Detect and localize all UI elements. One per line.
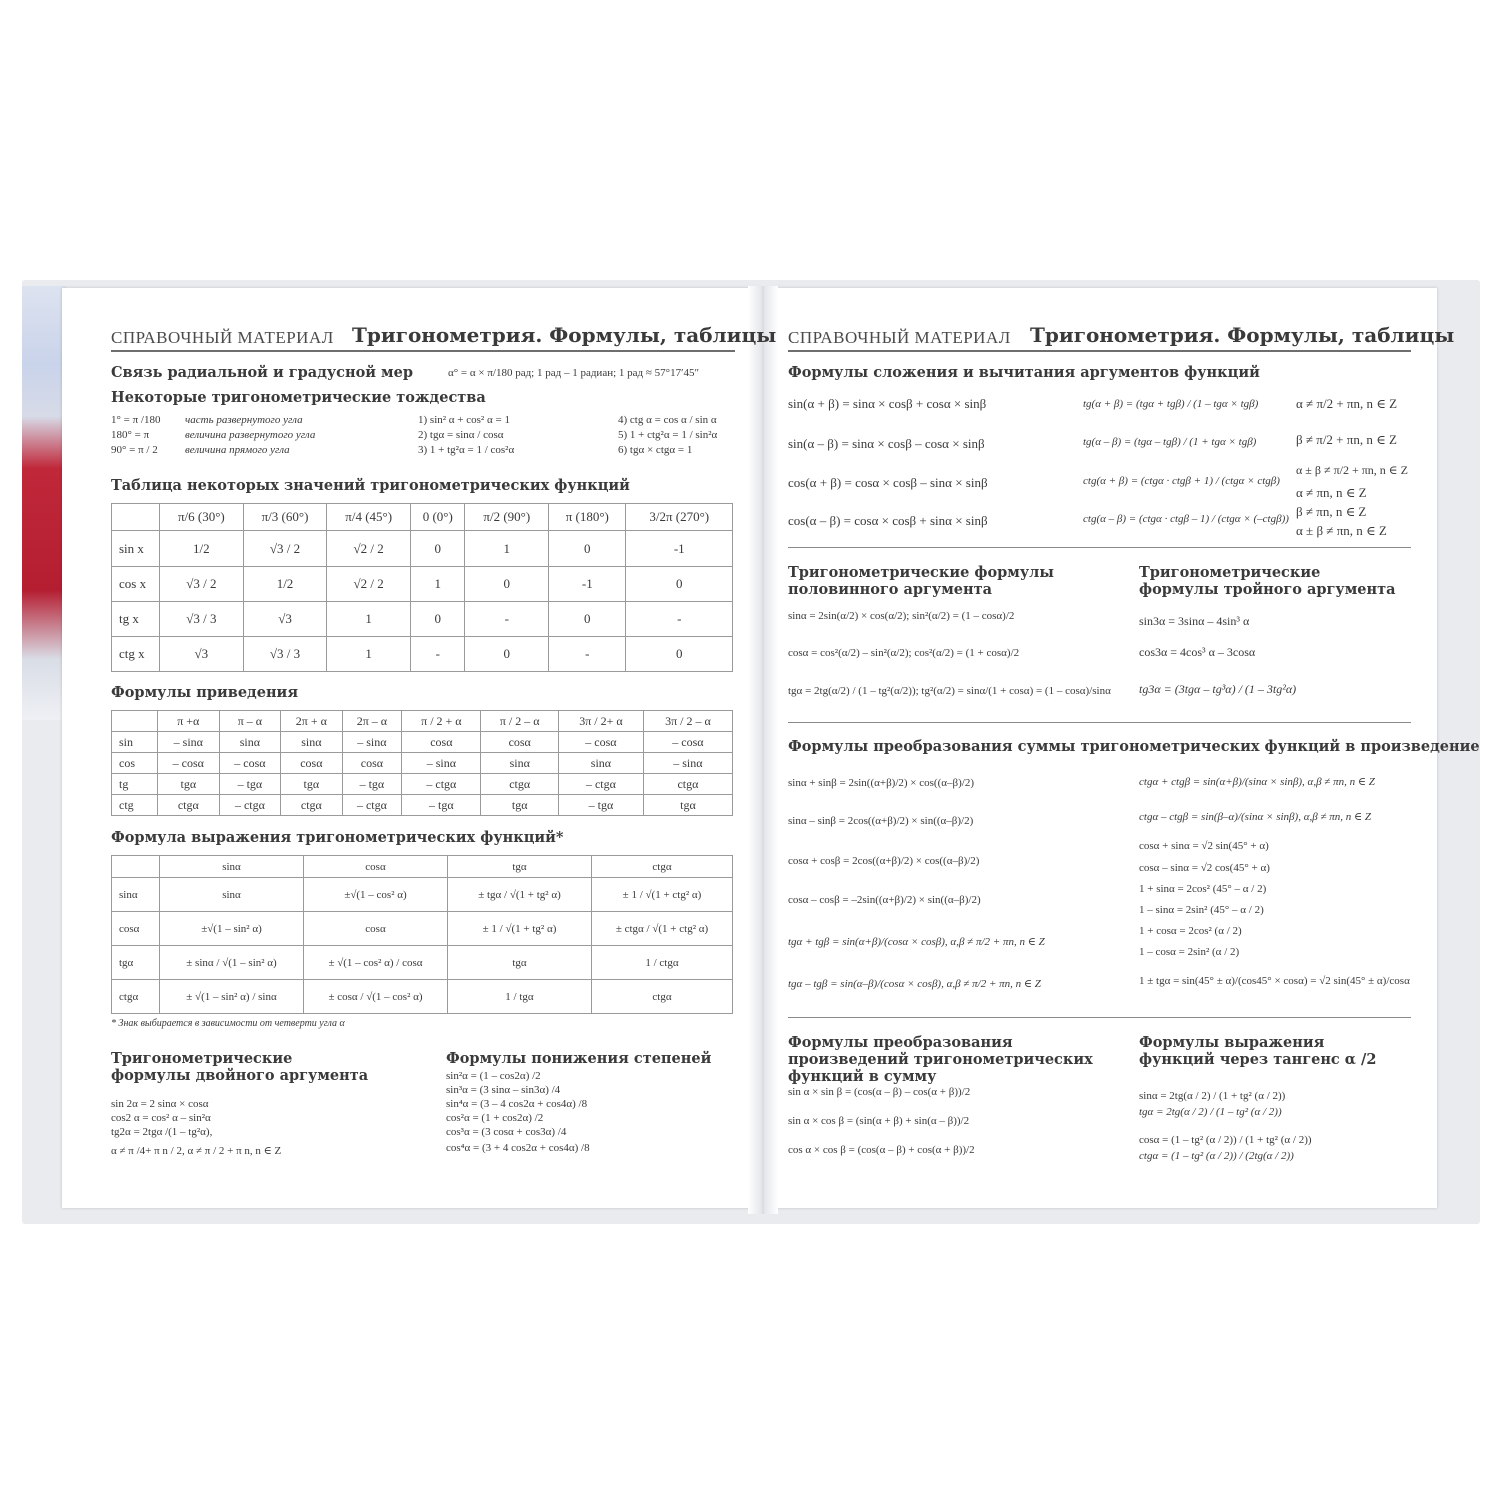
identities-title: Некоторые тригонометрические тождества bbox=[111, 389, 486, 406]
table-cell: ± 1 / √(1 + ctg² α) bbox=[592, 878, 733, 912]
table-cell: ctgα bbox=[592, 980, 733, 1014]
section-divider bbox=[788, 1017, 1411, 1018]
table-cell: – tgα bbox=[219, 774, 281, 795]
table-cell: ±√(1 – sin² α) bbox=[160, 912, 304, 946]
table-cell: 1/2 bbox=[160, 531, 244, 567]
table-cell: ctg x bbox=[112, 637, 160, 672]
table-cell: cosα bbox=[481, 732, 559, 753]
sum-formula: ctgα – ctgβ = sin(β–α)/(sinα × sinβ), α,β ≠ πn, n ∈ Z bbox=[1139, 811, 1372, 823]
table-header-row bbox=[112, 711, 733, 732]
addition-formula: tg(α – β) = (tgα – tgβ) / (1 + tgα × tgβ) bbox=[1083, 436, 1257, 448]
table-cell: tgα bbox=[448, 856, 592, 878]
table-cell bbox=[112, 711, 158, 732]
table-cell: – ctgα bbox=[559, 774, 644, 795]
table-cell: √3 / 2 bbox=[243, 531, 327, 567]
table-cell: ctgα bbox=[112, 980, 160, 1014]
values-title: Таблица некоторых значений тригонометрических функций bbox=[111, 477, 630, 494]
sum-formula: cosα + sinα = √2 sin(45° + α) bbox=[1139, 840, 1269, 852]
sum-formula: 1 + cosα = 2cos² (α / 2) bbox=[1139, 925, 1242, 937]
degree-eq: 1° = π /180 bbox=[111, 414, 161, 426]
sum-formula: tgα + tgβ = sin(α+β)/(cosα × cosβ), α,β ≠ π/2 + πn, n ∈ Z bbox=[788, 936, 1045, 948]
table-cell: ± cosα / √(1 – cos² α) bbox=[304, 980, 448, 1014]
table-cell: tgα bbox=[481, 795, 559, 816]
product-title: Формулы преобразования произведений тригонометрических функций в сумму bbox=[788, 1034, 1093, 1085]
half-line: cosα = cos²(α/2) – sin²(α/2); cos²(α/2) = (1 + cosα)/2 bbox=[788, 647, 1020, 659]
double-line: tg2α = 2tgα /(1 – tg²α), bbox=[111, 1126, 213, 1138]
table-cell: ± √(1 – sin² α) / sinα bbox=[160, 980, 304, 1014]
table-cell: ± ctgα / √(1 + ctg² α) bbox=[592, 912, 733, 946]
table-cell: √2 / 2 bbox=[327, 567, 411, 602]
table-cell: sinα bbox=[160, 856, 304, 878]
table-cell: 0 bbox=[549, 602, 626, 637]
table-row bbox=[112, 637, 733, 672]
identity: 3) 1 + tg²α = 1 / cos²α bbox=[418, 444, 515, 456]
table-cell: - bbox=[626, 602, 733, 637]
sum-formula: cosα + cosβ = 2cos((α+β)/2) × cos((α–β)/2) bbox=[788, 855, 980, 867]
sum-formula: cosα – sinα = √2 cos(45° + α) bbox=[1139, 862, 1270, 874]
table-cell: – sinα bbox=[158, 732, 220, 753]
double-line: sin 2α = 2 sinα × cosα bbox=[111, 1098, 209, 1110]
table-cell: 3π / 2+ α bbox=[559, 711, 644, 732]
power-line: sin³α = (3 sinα – sin3α) /4 bbox=[446, 1084, 561, 1096]
table-cell: ± tgα / √(1 + tg² α) bbox=[448, 878, 592, 912]
table-cell: π/3 (60°) bbox=[243, 504, 327, 531]
power-line: sin²α = (1 – cos2α) /2 bbox=[446, 1070, 541, 1082]
table-cell: cosα bbox=[112, 912, 160, 946]
table-cell: √3 bbox=[243, 602, 327, 637]
product-line: sin α × cos β = (sin(α + β) + sin(α – β))/2 bbox=[788, 1115, 970, 1127]
table-cell: ctgα bbox=[281, 795, 342, 816]
table-cell: cosα bbox=[402, 732, 481, 753]
sum-formula: ctgα + ctgβ = sin(α+β)/(sinα × sinβ), α,β ≠ πn, n ∈ Z bbox=[1139, 776, 1375, 788]
table-cell: 1/2 bbox=[243, 567, 327, 602]
reduction-title: Формулы приведения bbox=[111, 684, 299, 701]
sum-formula: 1 – sinα = 2sin² (45° – α / 2) bbox=[1139, 904, 1264, 916]
table-cell: – cosα bbox=[643, 732, 732, 753]
table-cell: √3 / 3 bbox=[243, 637, 327, 672]
table-cell: ctg bbox=[112, 795, 158, 816]
table-cell: -1 bbox=[626, 531, 733, 567]
addition-formula: ctg(α + β) = (ctgα · ctgβ + 1) / (ctgα × ctgβ) bbox=[1083, 475, 1280, 487]
addition-formula: sin(α + β) = sinα × cosβ + cosα × sinβ bbox=[788, 396, 987, 411]
triple-line: cos3α = 4cos³ α – 3cosα bbox=[1139, 645, 1256, 659]
table-cell: 0 bbox=[465, 567, 549, 602]
table-cell: cosα bbox=[304, 856, 448, 878]
header-title-left: Тригонометрия. Формулы, таблицы bbox=[352, 323, 777, 347]
tangent-line: tgα = 2tg(α / 2) / (1 – tg² (α / 2)) bbox=[1139, 1106, 1282, 1118]
table-cell: sinα bbox=[281, 732, 342, 753]
table-cell bbox=[112, 856, 160, 878]
table-cell: 2π – α bbox=[342, 711, 402, 732]
degree-desc: величина прямого угла bbox=[185, 444, 290, 456]
table-cell: 0 (0°) bbox=[411, 504, 465, 531]
expr-title: Формула выражения тригонометрических функций* bbox=[111, 829, 564, 846]
addition-condition: α ± β ≠ π/2 + πn, n ∈ Z bbox=[1296, 463, 1408, 477]
degree-desc: величина развернутого угла bbox=[185, 429, 316, 441]
table-cell: ctgα bbox=[592, 856, 733, 878]
table-row bbox=[112, 753, 733, 774]
table-cell: 0 bbox=[411, 602, 465, 637]
sum-formula: 1 – cosα = 2sin² (α / 2) bbox=[1139, 946, 1240, 958]
table-header-row bbox=[112, 504, 733, 531]
degree-desc: часть развернутого угла bbox=[185, 414, 303, 426]
sum-formula: cosα – cosβ = –2sin((α+β)/2) × sin((α–β)/2) bbox=[788, 894, 981, 906]
table-cell: tg bbox=[112, 774, 158, 795]
table-cell: sinα bbox=[112, 878, 160, 912]
addition-formula: cos(α – β) = cosα × cosβ + sinα × sinβ bbox=[788, 513, 988, 528]
table-cell: 1 / tgα bbox=[448, 980, 592, 1014]
table-cell: – ctgα bbox=[402, 774, 481, 795]
table-cell: 1 bbox=[411, 567, 465, 602]
sum-formula: tgα – tgβ = sin(α–β)/(cosα × cosβ), α,β ≠ π/2 + πn, n ∈ Z bbox=[788, 978, 1041, 990]
table-cell: π / 2 – α bbox=[481, 711, 559, 732]
table-row bbox=[112, 531, 733, 567]
half-line: sinα = 2sin(α/2) × cos(α/2); sin²(α/2) = (1 – cosα)/2 bbox=[788, 610, 1015, 622]
table-cell: 0 bbox=[626, 567, 733, 602]
table-cell: tgα bbox=[448, 946, 592, 980]
radian-title: Связь радиальной и градусной мер bbox=[111, 364, 414, 381]
double-line: α ≠ π /4+ π n / 2, α ≠ π / 2 + π n, n ∈ Z bbox=[111, 1145, 282, 1157]
table-cell: – cosα bbox=[559, 732, 644, 753]
table-cell: sinα bbox=[559, 753, 644, 774]
double-line: cos2 α = cos² α – sin²α bbox=[111, 1112, 211, 1124]
half-title: Тригонометрические формулы половинного аргумента bbox=[788, 564, 1054, 598]
table-row bbox=[112, 946, 733, 980]
table-cell: π – α bbox=[219, 711, 281, 732]
triple-title: Тригонометрические формулы тройного аргумента bbox=[1139, 564, 1396, 598]
table-cell: 3/2π (270°) bbox=[626, 504, 733, 531]
table-cell: tgα bbox=[112, 946, 160, 980]
header-label-left: СПРАВОЧНЫЙ МАТЕРИАЛ bbox=[111, 328, 334, 347]
table-cell: – tgα bbox=[402, 795, 481, 816]
identity: 5) 1 + ctg²α = 1 / sin²α bbox=[618, 429, 718, 441]
table-cell: sin x bbox=[112, 531, 160, 567]
degree-eq: 180° = π bbox=[111, 429, 150, 441]
sum-title: Формулы преобразования суммы тригонометрических функций в произведение bbox=[788, 738, 1480, 755]
table-cell: - bbox=[411, 637, 465, 672]
table-row bbox=[112, 980, 733, 1014]
radian-formula: α° = α × π/180 рад; 1 рад – 1 радиан; 1 рад ≈ 57°17′45″ bbox=[448, 367, 700, 379]
table-cell: tgα bbox=[643, 795, 732, 816]
table-cell: sinα bbox=[160, 878, 304, 912]
table-cell: π / 2 + α bbox=[402, 711, 481, 732]
identity: 2) tgα = sinα / cosα bbox=[418, 429, 504, 441]
power-line: cos²α = (1 + cos2α) /2 bbox=[446, 1112, 544, 1124]
table-cell: 3π / 2 – α bbox=[643, 711, 732, 732]
table-cell: π (180°) bbox=[549, 504, 626, 531]
double-title: Тригонометрические формулы двойного аргумента bbox=[111, 1050, 369, 1084]
table-cell: ± sinα / √(1 – sin² α) bbox=[160, 946, 304, 980]
table-row bbox=[112, 567, 733, 602]
table-cell: ± 1 / √(1 + tg² α) bbox=[448, 912, 592, 946]
table-cell: – ctgα bbox=[342, 795, 402, 816]
table-cell: -1 bbox=[549, 567, 626, 602]
addition-formula: ctg(α – β) = (ctgα · ctgβ – 1) / (ctgα × (–ctgβ)) bbox=[1083, 513, 1289, 525]
table-cell: - bbox=[549, 637, 626, 672]
table-cell: cos bbox=[112, 753, 158, 774]
sum-formula: 1 ± tgα = sin(45° ± α)/(cos45° × cosα) = √2 sin(45° ± α)/cosα bbox=[1139, 975, 1410, 987]
half-line: tgα = 2tg(α/2) / (1 – tg²(α/2)); tg²(α/2) = sinα/(1 + cosα) = (1 – cosα)/sinα bbox=[788, 685, 1111, 697]
expr-note: * Знак выбирается в зависимости от четверти угла α bbox=[111, 1018, 345, 1029]
table-cell: 1 bbox=[327, 602, 411, 637]
table-cell: 1 / ctgα bbox=[592, 946, 733, 980]
header-rule-right bbox=[788, 350, 1411, 352]
table-row bbox=[112, 795, 733, 816]
table-cell: tg x bbox=[112, 602, 160, 637]
product-line: cos α × cos β = (cos(α – β) + cos(α + β))/2 bbox=[788, 1144, 975, 1156]
table-cell: – sinα bbox=[342, 732, 402, 753]
table-cell: π/4 (45°) bbox=[327, 504, 411, 531]
table-cell: π/6 (30°) bbox=[160, 504, 244, 531]
addition-condition: β ≠ πn, n ∈ Z bbox=[1296, 504, 1367, 519]
table-cell: ctgα bbox=[643, 774, 732, 795]
table-cell: - bbox=[465, 602, 549, 637]
power-title: Формулы понижения степеней bbox=[446, 1050, 712, 1067]
expr-table bbox=[111, 855, 733, 1014]
sum-formula: 1 + sinα = 2cos² (45° – α / 2) bbox=[1139, 883, 1267, 895]
table-cell: cosα bbox=[342, 753, 402, 774]
table-header-row bbox=[112, 856, 733, 878]
addition-formula: tg(α + β) = (tgα + tgβ) / (1 – tgα × tgβ) bbox=[1083, 398, 1259, 410]
section-divider bbox=[788, 722, 1411, 723]
table-cell: – cosα bbox=[219, 753, 281, 774]
identity: 4) ctg α = cos α / sin α bbox=[618, 414, 717, 426]
table-cell: – sinα bbox=[643, 753, 732, 774]
power-line: cos³α = (3 cosα + cos3α) /4 bbox=[446, 1126, 567, 1138]
table-cell: tgα bbox=[158, 774, 220, 795]
table-cell: – ctgα bbox=[219, 795, 281, 816]
tangent-title: Формулы выражения функций через тангенс α /2 bbox=[1139, 1034, 1377, 1068]
table-row bbox=[112, 732, 733, 753]
tangent-line: cosα = (1 – tg² (α / 2)) / (1 + tg² (α / 2)) bbox=[1139, 1134, 1312, 1146]
table-cell: π +α bbox=[158, 711, 220, 732]
table-cell: 0 bbox=[626, 637, 733, 672]
table-cell: sin bbox=[112, 732, 158, 753]
table-cell: – tgα bbox=[342, 774, 402, 795]
section-divider bbox=[788, 547, 1411, 548]
values-table bbox=[111, 503, 733, 672]
header-label-right: СПРАВОЧНЫЙ МАТЕРИАЛ bbox=[788, 328, 1011, 347]
table-cell: – tgα bbox=[559, 795, 644, 816]
table-cell bbox=[112, 504, 160, 531]
header-rule-left bbox=[111, 350, 735, 352]
table-cell: 0 bbox=[411, 531, 465, 567]
table-cell: sinα bbox=[219, 732, 281, 753]
table-cell: 2π + α bbox=[281, 711, 342, 732]
addition-formula: sin(α – β) = sinα × cosβ – cosα × sinβ bbox=[788, 436, 985, 451]
addition-condition: β ≠ π/2 + πn, n ∈ Z bbox=[1296, 432, 1397, 447]
table-row bbox=[112, 912, 733, 946]
triple-line: sin3α = 3sinα – 4sin³ α bbox=[1139, 614, 1250, 628]
table-cell: – sinα bbox=[402, 753, 481, 774]
table-row bbox=[112, 774, 733, 795]
identity: 6) tgα × ctgα = 1 bbox=[618, 444, 693, 456]
table-cell: sinα bbox=[481, 753, 559, 774]
identity: 1) sin² α + cos² α = 1 bbox=[418, 414, 510, 426]
table-cell: ctgα bbox=[481, 774, 559, 795]
table-cell: cosα bbox=[281, 753, 342, 774]
table-cell: √2 / 2 bbox=[327, 531, 411, 567]
addition-title: Формулы сложения и вычитания аргументов функций bbox=[788, 364, 1260, 381]
tangent-line: ctgα = (1 – tg² (α / 2)) / (2tg(α / 2)) bbox=[1139, 1150, 1294, 1162]
table-cell: cosα bbox=[304, 912, 448, 946]
table-cell: √3 / 2 bbox=[160, 567, 244, 602]
sum-formula: sinα – sinβ = 2cos((α+β)/2) × sin((α–β)/2) bbox=[788, 815, 974, 827]
header-title-right: Тригонометрия. Формулы, таблицы bbox=[1030, 323, 1455, 347]
table-cell: 0 bbox=[465, 637, 549, 672]
table-cell: cos x bbox=[112, 567, 160, 602]
degree-eq: 90° = π / 2 bbox=[111, 444, 158, 456]
table-cell: √3 bbox=[160, 637, 244, 672]
table-row bbox=[112, 602, 733, 637]
triple-line: tg3α = (3tgα – tg³α) / (1 – 3tg²α) bbox=[1139, 682, 1297, 696]
table-cell: √3 / 3 bbox=[160, 602, 244, 637]
table-cell: tgα bbox=[281, 774, 342, 795]
addition-condition: α ≠ π/2 + πn, n ∈ Z bbox=[1296, 396, 1398, 411]
sum-formula: sinα + sinβ = 2sin((α+β)/2) × cos((α–β)/2) bbox=[788, 777, 974, 789]
flag-image bbox=[22, 286, 66, 720]
table-cell: 0 bbox=[549, 531, 626, 567]
table-row bbox=[112, 878, 733, 912]
power-line: cos⁴α = (3 + 4 cos2α + cos4α) /8 bbox=[446, 1142, 590, 1154]
reduction-table bbox=[111, 710, 733, 816]
table-cell: 1 bbox=[465, 531, 549, 567]
power-line: sin⁴α = (3 – 4 cos2α + cos4α) /8 bbox=[446, 1098, 588, 1110]
addition-formula: cos(α + β) = cosα × cosβ – sinα × sinβ bbox=[788, 475, 988, 490]
addition-condition: α ≠ πn, n ∈ Z bbox=[1296, 485, 1367, 500]
table-cell: ctgα bbox=[158, 795, 220, 816]
table-cell: 1 bbox=[327, 637, 411, 672]
table-cell: ± √(1 – cos² α) / cosα bbox=[304, 946, 448, 980]
table-cell: π/2 (90°) bbox=[465, 504, 549, 531]
addition-condition: α ± β ≠ πn, n ∈ Z bbox=[1296, 523, 1387, 538]
book-spine bbox=[748, 286, 778, 1214]
tangent-line: sinα = 2tg(α / 2) / (1 + tg² (α / 2)) bbox=[1139, 1090, 1286, 1102]
product-line: sin α × sin β = (cos(α – β) – cos(α + β))/2 bbox=[788, 1086, 971, 1098]
table-cell: ±√(1 – cos² α) bbox=[304, 878, 448, 912]
table-cell: – cosα bbox=[158, 753, 220, 774]
